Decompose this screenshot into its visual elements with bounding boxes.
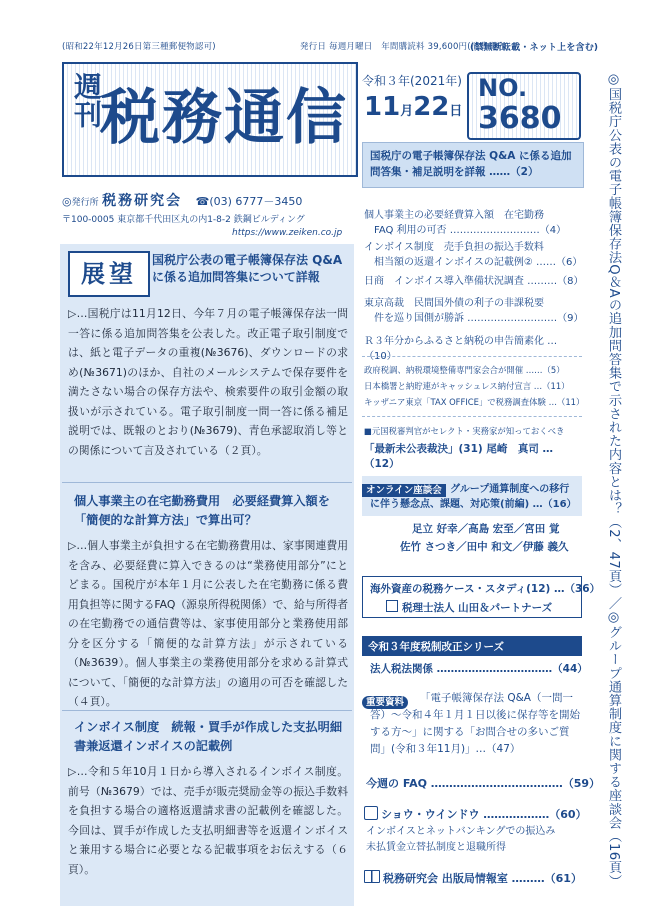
masthead-weekly-text: 週刊 <box>70 72 103 128</box>
publisher-mark: ◎ <box>62 195 72 208</box>
toc-small-item[interactable]: キッザニア東京「TAX OFFICE」で税務調査体験 …（11） <box>364 397 585 407</box>
publisher-name: 税務研究会 <box>102 193 183 209</box>
info-text: 税務研究会 出版局情報室 ………（61） <box>383 872 582 885</box>
feature-text[interactable]: 国税庁の電子帳簿保存法 Q&A に係る追加問答集・補足説明を詳報 ……（2） <box>370 150 572 178</box>
copyright-notice: (禁無断転載・ネット上を含む) <box>470 43 599 53</box>
issue-date <box>364 92 462 122</box>
issue-day-unit: 日 <box>449 104 463 119</box>
shop-icon <box>364 806 378 820</box>
toc-small-item[interactable]: 日本橋署と納貯連がキャッシュレス納付宣言 …（11） <box>364 381 570 391</box>
issue-day: 22 <box>413 92 450 122</box>
roundtable-label: オンライン座談会 <box>362 484 446 497</box>
toc-item[interactable] <box>364 296 582 326</box>
window-title[interactable] <box>364 806 587 822</box>
company-icon <box>386 600 398 612</box>
publisher-url[interactable]: https://www.zeiken.co.jp <box>232 228 343 238</box>
toc-line: インボイス制度 売手負担の振込手数料 <box>364 242 544 253</box>
issue-no-label: NO. <box>478 74 528 102</box>
lead-title[interactable]: 国税庁公表の電子帳簿保存法 Q&A に係る追加問答集について詳報 <box>152 253 343 284</box>
window-line-1: インボイスとネットバンキングでの振込み <box>366 826 556 837</box>
toc-item[interactable] <box>364 240 582 270</box>
publisher-phone: ☎(03) 6777－3450 <box>195 195 303 208</box>
article2-body: ▷…個人事業主が負担する在宅勤務費用は、家事関連費用を含み、必要経費に算入できるのは“業務使用部分”にとどまる。国税庁が本年１月に公表した在宅勤務に係る費用負担等に関するFAQ（源泉所得税関係）で、給与所得者の在宅勤務での通信費等は、家事使用部分と業務使用部分を区分する「簡便的な計算方法」が示されている（№3639）。個人事業主の業務使用部分を求める計算式について、「簡便的な計算方法」の適用の可否を確認した（４頁）。 <box>68 539 348 708</box>
roundtable-people-2: 佐竹 さつき／田中 和文／伊藤 義久 <box>400 541 569 553</box>
toc-small-list <box>364 362 585 410</box>
masthead-weekly <box>66 72 103 139</box>
toc-line: Ｒ３年分からふるさと納税の申告簡素化 …（10） <box>364 336 558 362</box>
info-item[interactable] <box>364 870 582 886</box>
important-label: 重要資料 <box>362 696 408 709</box>
lead-body: ▷…国税庁は11月12日、今年７月の電子帳簿保存法一問一答に係る追加問答集を公表した。改正電子取引制度では、紙と電子データの重複(№3676)、ダウンロードの求め(№3671)のほか、自社のメールシステムで保存要件を満たさない場合の保存方法や、検索要件の取引金額の取扱いが示されている。電子取引制度一問一答に係る補足説明では、既報のとおり(№3679)、青色承認取消し等との関係について言及されている（２頁）。 <box>68 307 348 457</box>
toc-item[interactable] <box>364 208 582 238</box>
reform-heading: 令和３年度税制改正シリーズ <box>368 641 504 653</box>
divider <box>362 416 582 417</box>
issue-month-unit: 月 <box>400 104 414 119</box>
toc-item[interactable] <box>364 334 582 364</box>
issue-number: 3680 <box>478 101 562 136</box>
toc-small-item[interactable]: 政府税調、納税環境整備専門家会合が開催 ……（5） <box>364 365 565 375</box>
special-title[interactable]: 「最新未公表裁決」(31) 尾崎 真司 …（12） <box>364 443 554 470</box>
toc-line: 件を巡り国側が勝訴 ………………………（9） <box>374 313 584 324</box>
issue-era: 令和３年(2021年) <box>362 74 462 88</box>
divider <box>62 482 352 483</box>
toc-line: FAQ 利用の可否 ………………………（4） <box>374 225 567 236</box>
vertical-headline: ◎国税庁公表の電子帳簿保存法Q＆Aの追加問答集で示された内容とは？（2、47頁）／◎グループ通算制度に関する座談会（16頁） <box>606 72 621 888</box>
toc-item[interactable] <box>364 274 582 289</box>
faq-item[interactable]: 今週の FAQ ………………………………（59） <box>366 777 601 790</box>
toc-line: 個人事業主の必要経費算入額 在宅勤務 <box>364 210 544 221</box>
roundtable-people-1: 足立 好幸／高島 宏至／宮田 覚 <box>412 523 560 535</box>
overseas-author-text: 税理士法人 山田＆パートナーズ <box>402 602 553 614</box>
issue-month: 11 <box>364 92 401 122</box>
toc-line: 日商 インボイス導入準備状況調査 ………（8） <box>364 276 584 287</box>
toc-line: 相当額の返還インボイスの記載例② ……（6） <box>374 257 583 268</box>
reform-item[interactable]: 法人税法関係 ……………………………（44） <box>370 663 588 675</box>
frequency-note: 発行日 毎週月曜日 年間購読料 39,600円(消費税込) <box>300 42 510 52</box>
window-title-text: ショウ・ウインドウ ………………（60） <box>381 808 587 821</box>
roundtable-title[interactable]: グループ通算制度への移行に伴う懸念点、課題、対応策(前編) …（16） <box>370 484 577 510</box>
article2-title[interactable]: 個人事業主の在宅勤務費用 必要経費算入額を「簡便的な計算方法」で算出可？ <box>74 494 330 527</box>
article3-body: ▷…令和５年10月１日から導入されるインボイス制度。前号（№3679）では、売手が販売奨励金等の振込手数料を負担する場合の適格返還請求書の記載例を確認した。今回は、買手が作成した支払明細書等を返還インボイスと兼用する場合に必要となる記載事項をお伝えする（６頁）。 <box>68 765 348 876</box>
divider <box>362 356 582 357</box>
window-line-2: 未払賃金立替払制度と退職所得 <box>366 842 506 853</box>
toc-line: 東京高裁 民間国外債の利子の非課税要 <box>364 298 544 309</box>
special-kicker: ■元国税審判官がセレクト・実務家が知っておくべき <box>364 426 565 436</box>
publisher-address: 〒100-0005 東京都千代田区丸の内1-8-2 鉄鋼ビルディング <box>62 215 305 225</box>
tenbo-badge: 展望 <box>68 251 150 297</box>
article3-title[interactable]: インボイス制度 続報・買手が作成した支払明細書兼返還インボイスの記載例 <box>74 720 343 753</box>
overseas-title[interactable]: 海外資産の税務ケース・スタディ(12) …（36） <box>370 583 601 595</box>
license-note: (昭和22年12月26日第三種郵便物認可) <box>62 42 216 52</box>
publisher-label: 発行所 <box>71 198 99 208</box>
masthead-title: 税務通信 <box>100 83 348 153</box>
important-text[interactable]: 「電子帳簿保存法 Q&A（一問一答）～令和４年１月１日以後に保存等を開始する方～」に関する「お問合せの多いご質問」(令和３年11月)」…（47） <box>370 692 580 755</box>
book-icon <box>364 870 380 883</box>
publisher-line <box>62 190 302 210</box>
divider <box>62 710 352 711</box>
overseas-author <box>386 600 552 616</box>
